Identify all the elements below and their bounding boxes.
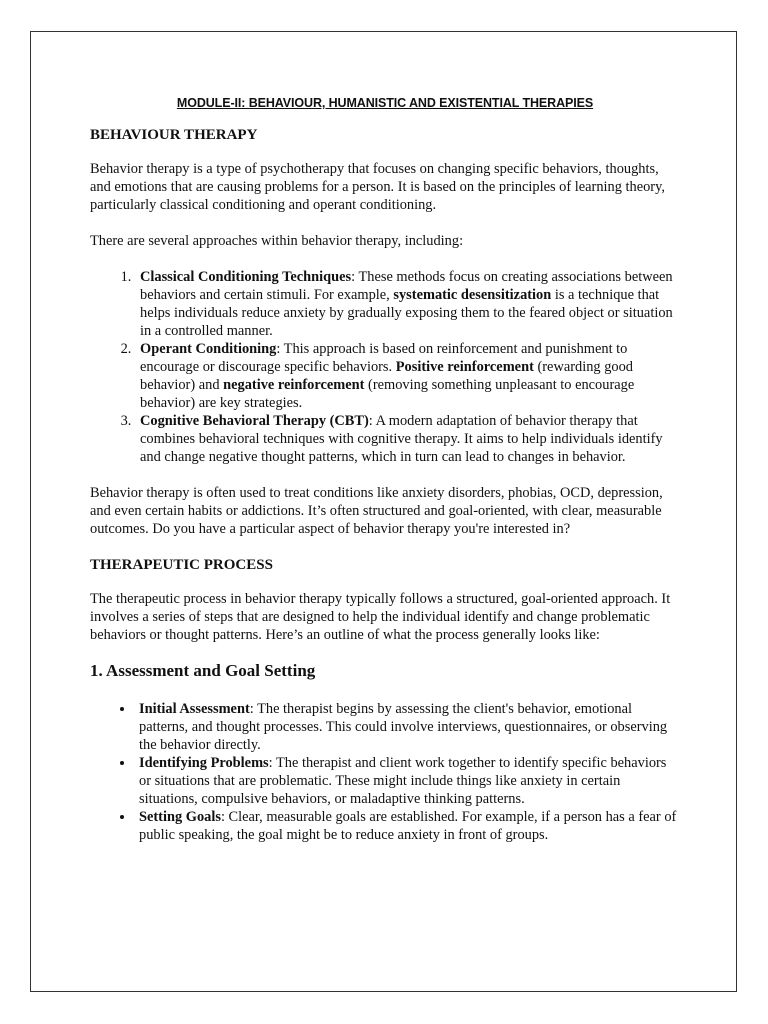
assessment-bullets (90, 700, 680, 844)
document-body (90, 94, 680, 862)
approach-classical-conditioning (135, 268, 680, 340)
approach-term: Cognitive Behavioral Therapy (CBT) (140, 413, 369, 429)
bullet-text: : The therapist and client work together to identify specific behaviors or situations that are problematic. These might include things like anxiety in certain situations, compulsive behaviors, or maladaptive thinking patterns. (139, 755, 667, 807)
approach-emphasis: Positive reinforcement (395, 359, 534, 375)
approach-term: Classical Conditioning Techniques (140, 269, 352, 285)
bullet-term: Identifying Problems (139, 755, 269, 771)
approach-text: (rewarding good behavior) and (140, 359, 633, 393)
module-title: MODULE-II: BEHAVIOUR, HUMANISTIC AND EXISTENTIAL THERAPIES (176, 96, 594, 110)
bullet-text: : The therapist begins by assessing the client's behavior, emotional patterns, and thought processes. This could involve interviews, questionnaires, or observing the behavior directly. (139, 701, 668, 753)
approach-cbt (135, 412, 680, 466)
bullet-identifying-problems (135, 754, 680, 808)
approach-text: is a technique that helps individuals reduce anxiety by gradually exposing them to the feared object or situation in a controlled manner. (140, 287, 673, 339)
assessment-goal-setting-heading: 1. Assessment and Goal Setting (90, 661, 316, 680)
approaches-list (90, 268, 680, 466)
approach-emphasis: systematic desensitization (393, 287, 552, 303)
bullet-setting-goals (135, 808, 680, 844)
behaviour-therapy-closing: Behavior therapy is often used to treat conditions like anxiety disorders, phobias, OCD, depression, and even certain habits or addictions. It’s often structured and goal-oriented, with clear, measurable outcomes. Do you have a particular aspect of behavior therapy you're interested in? (90, 485, 663, 537)
approach-term: Operant Conditioning (140, 341, 277, 357)
approach-text: : A modern adaptation of behavior therapy that combines behavioral techniques with cognitive therapy. It aims to help individuals identify and change negative thought patterns, which in turn can lead to changes in behavior. (140, 413, 663, 465)
bullet-text: : Clear, measurable goals are established. For example, if a person has a fear of public speaking, the goal might be to reduce anxiety in front of groups. (139, 809, 677, 843)
approach-text: : This approach is based on reinforcement and punishment to encourage or discourage specific behaviors. (140, 341, 628, 375)
approach-text: : These methods focus on creating associations between behaviors and certain stimuli. For example, (140, 269, 673, 303)
therapeutic-process-intro: The therapeutic process in behavior therapy typically follows a structured, goal-oriented approach. It involves a series of steps that are designed to help the individual identify and change problematic behaviors or thought patterns. Here’s an outline of what the process generally looks like: (90, 591, 671, 643)
approaches-intro: There are several approaches within behavior therapy, including: (90, 233, 464, 249)
approach-emphasis: negative reinforcement (223, 377, 365, 393)
bullet-term: Initial Assessment (139, 701, 250, 717)
approach-operant-conditioning (135, 340, 680, 412)
therapeutic-process-heading: THERAPEUTIC PROCESS (90, 557, 273, 573)
bullet-term: Setting Goals (139, 809, 221, 825)
behaviour-therapy-intro: Behavior therapy is a type of psychotherapy that focuses on changing specific behaviors, thoughts, and emotions that are causing problems for a person. It is based on the principles of learning theory, particularly classical conditioning and operant conditioning. (90, 161, 665, 213)
bullet-initial-assessment (135, 700, 680, 754)
approach-text: (removing something unpleasant to encourage behavior) are key strategies. (140, 377, 635, 411)
behaviour-therapy-heading: BEHAVIOUR THERAPY (90, 127, 258, 143)
